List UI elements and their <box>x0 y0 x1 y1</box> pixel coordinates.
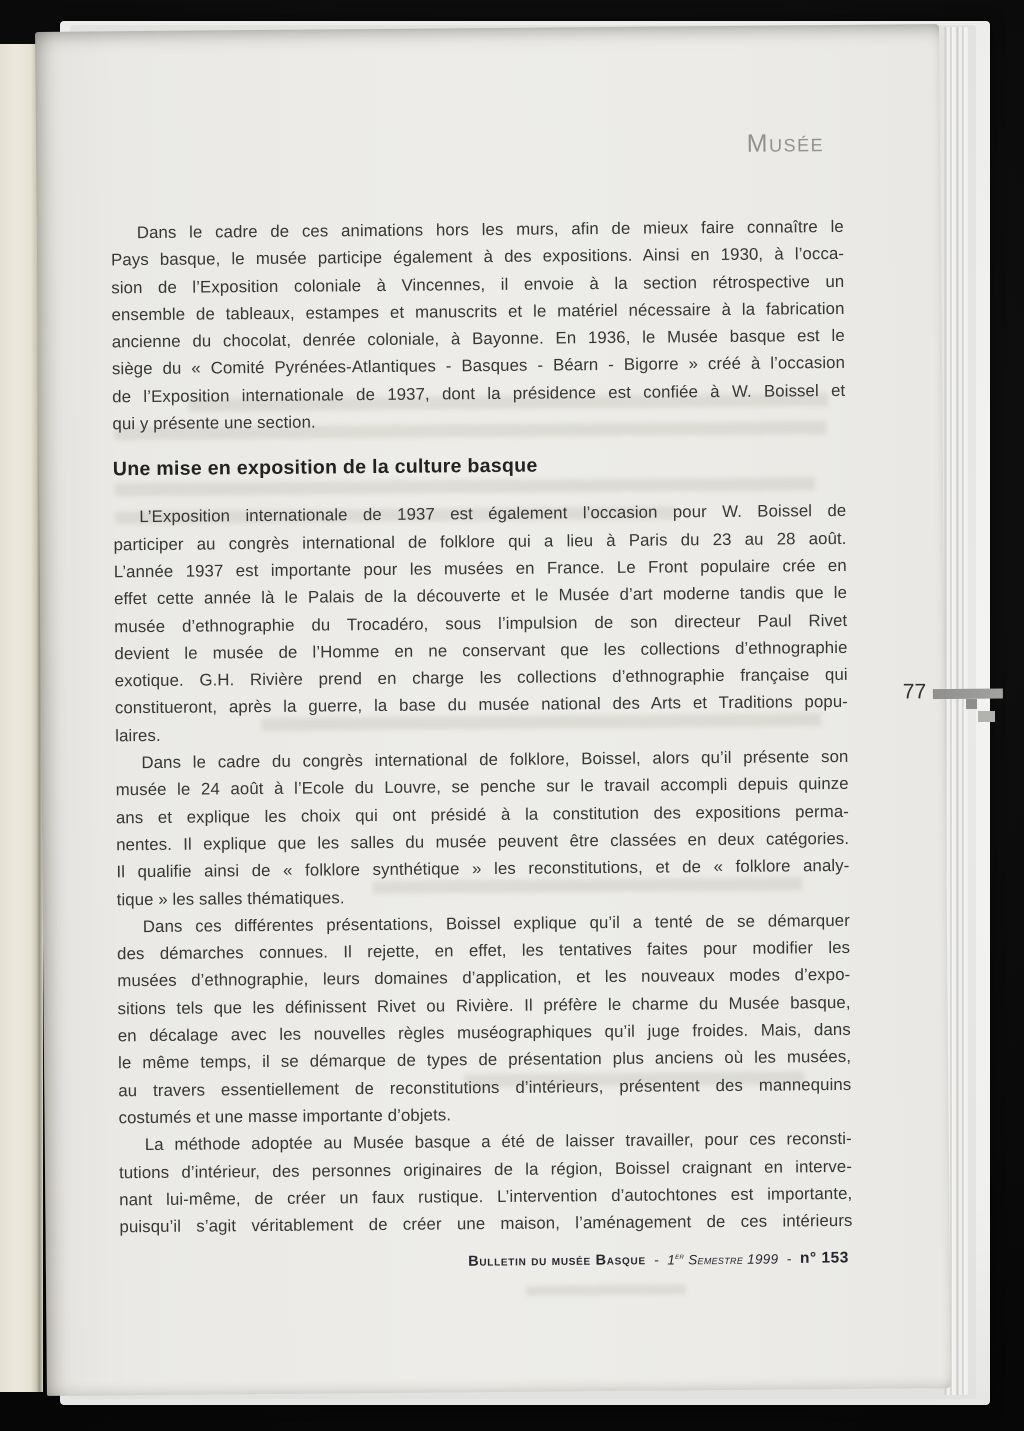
footer-journal-title: Bulletin du musée Basque <box>468 1252 646 1270</box>
text-line: Pays basque, le musée participe également à des expositions. Ainsi en 1930, à l’occa- <box>110 244 845 270</box>
page-number-block <box>903 680 1004 705</box>
text-line: nentes. Il explique que les salles du musée peuvent être classées en deux catégories. <box>116 828 850 855</box>
text-line: le même temps, il se démarque de types de présentation plus anciens où les musées, <box>117 1047 852 1073</box>
text-line: La méthode adoptée au Musée basque a été de laisser travailler, pour ces reconsti- <box>144 1129 852 1155</box>
text-line: qui y présente une section. <box>112 412 316 434</box>
page-number-marker-bar <box>933 689 1003 700</box>
footer-issue-sup: er <box>675 1250 685 1261</box>
text-line: nant lui-même, de créer un faux rustique. L’intervention d’autochtones est importante, <box>119 1183 853 1210</box>
text-line: au travers essentiellement de reconstitutions d’intérieurs, présentent des mannequins <box>118 1074 852 1100</box>
text-line: sion de l’Exposition coloniale à Vincennes, il envoie à la section rétrospective un <box>111 271 845 297</box>
text-line: tique » les salles thématiques. <box>116 887 345 909</box>
bleed-through-ghost-text <box>526 1284 686 1295</box>
running-head: Musée <box>746 129 825 158</box>
footer-separator: - <box>786 1249 792 1266</box>
text-line: Dans le cadre du congrès international de folklore, Boissel, alors qu’il présente son <box>141 746 849 773</box>
text-line: siège du « Comité Pyrénées-Atlantiques - Basques - Béarn - Bigorre » créé à l’occasion <box>111 353 846 379</box>
text-line: costumés et une masse importante d’objets. <box>118 1105 452 1128</box>
text-line: de l’Exposition internationale de 1937, dont la présidence est confiée à W. Boissel et <box>112 380 846 407</box>
footer-issue-info <box>667 1251 778 1267</box>
paragraph <box>117 907 852 1132</box>
text-line: ancienne du chocolat, denrée coloniale, à Bayonne. En 1936, le Musée basque est le <box>111 326 845 352</box>
fore-edge-marker <box>978 711 995 722</box>
text-line: Dans ces différentes présentations, Boissel explique qu’il a tenté de se démarquer <box>142 910 850 936</box>
paragraph <box>119 1125 853 1241</box>
text-line: participer au congrès international de folklore qui a lieu à Paris du 23 au 28 août. <box>113 528 847 554</box>
text-line: Dans le cadre de ces animations hors les murs, afin de mieux faire connaître le <box>136 216 844 243</box>
text-line: musée le 24 août à l’Ecole du Louvre, se penche sur le travail accompli depuis quinze <box>115 774 849 800</box>
text-line: en décalage avec les nouvelles règles muséographiques qu’il juge froides. Mais, dans <box>117 1019 851 1046</box>
text-line: musée d’ethnographie du Trocadéro, sous l’impulsion de son directeur Paul Rivet <box>114 610 848 636</box>
paragraph <box>111 213 846 438</box>
text-line: L’année 1937 est importante pour les musées en France. Le Front populaire crée en <box>113 555 847 582</box>
text-line: laires. <box>115 725 161 746</box>
footer-separator: - <box>654 1251 659 1268</box>
text-line: exotique. G.H. Rivière prend en charge les collections d’ethnographie française qui <box>114 665 848 691</box>
facing-page-edge <box>0 44 39 1392</box>
text-line: tutions d’intérieur, des personnes originaires de la région, Boissel craignant en interve- <box>118 1156 853 1182</box>
fore-edge-marker <box>966 699 977 709</box>
text-line: ensemble de tableaux, estampes et manuscrits et le matériel nécessaire à la fabrication <box>111 298 845 325</box>
footer-issue-rest: Semestre 1999 <box>688 1251 779 1267</box>
text-line: musées d’ethnographie, leurs domaines d’application, et les nouveaux modes d’expo- <box>117 965 851 991</box>
paragraph <box>115 743 849 913</box>
text-line: effet cette année là le Palais de la découverte et le Musée d’art moderne tandis que le <box>113 583 848 609</box>
section-heading: Une mise en exposition de la culture basque <box>112 454 538 481</box>
text-line: ans et explique les choix qui ont présidé à la constitution des expositions perma- <box>115 801 849 827</box>
body-text <box>111 213 853 1241</box>
footer <box>468 1249 849 1271</box>
footer-issue-number: n° 153 <box>799 1249 849 1267</box>
paragraph <box>113 497 848 749</box>
page-number: 77 <box>902 680 927 704</box>
text-line: devient le musée de l’Homme en ne conservant que les collections d’ethnographie <box>114 637 848 664</box>
text-line: puisqu’il s’agit véritablement de créer une maison, l’aménagement de ces intérieurs <box>119 1210 853 1237</box>
footer-issue-prefix: 1 <box>667 1251 676 1267</box>
text-line: Il qualifie ainsi de « folklore synthétique » les reconstitutions, et de « folklore analy- <box>116 856 850 882</box>
book-page <box>35 24 951 1396</box>
text-line: constitueront, après la guerre, la base du musée national des Arts et Traditions popu- <box>114 692 849 718</box>
text-line: sitions tels que les définissent Rivet ou Rivière. Il préfère le charme du Musée basque, <box>117 992 851 1019</box>
text-line: L’Exposition internationale de 1937 est également l’occasion pour W. Boissel de <box>139 501 847 527</box>
text-line: des démarches connues. Il rejette, en effet, les tentatives faites pour modifier les <box>117 938 851 964</box>
